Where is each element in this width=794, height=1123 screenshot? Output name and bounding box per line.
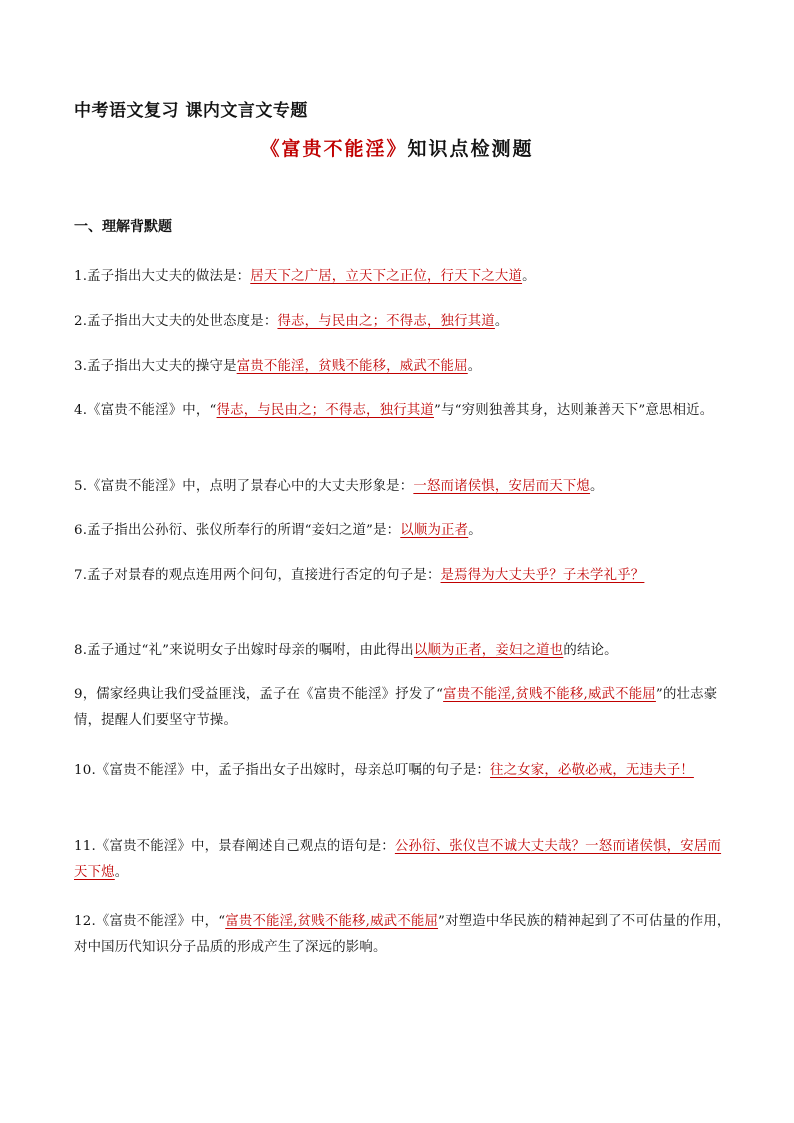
question-text: 3.孟子指出大丈夫的操守是: [74, 359, 237, 374]
question-text: 7.孟子对景春的观点连用两个问句，直接进行否定的句子是：: [74, 568, 441, 583]
question-text: 8.孟子通过“礼”来说明女子出嫁时母亲的嘱咐，由此得出: [74, 643, 414, 658]
question-12: [74, 909, 734, 961]
answer-text: 居天下之广居，立天下之正位，行天下之大道: [250, 269, 523, 284]
question-9: [74, 682, 734, 734]
question-5: [74, 474, 734, 500]
answer-text: 得志，与民由之；不得志，独行其道: [277, 314, 495, 329]
question-tail: 。: [522, 269, 536, 284]
question-4: [74, 398, 734, 424]
answer-text: 往之女家，必敬必戒，无违夫子！: [490, 763, 694, 778]
subheading-title: 《富贵不能淫》: [260, 138, 408, 160]
question-tail: 。: [494, 314, 509, 329]
question-tail: ”对塑造中华民族的精神起到了不可估量的作用，对中国历代知识分子品质的形成产生了深远的影响。: [74, 914, 731, 955]
answer-text: 公孙衍、张仪岂不诚大丈夫哉？一怒而诸侯惧，安居而天下熄: [74, 839, 722, 880]
question-text: 11.《富贵不能淫》中，景春阐述自己观点的语句是：: [74, 839, 395, 854]
question-text: 4.《富贵不能淫》中，“: [74, 403, 217, 418]
answer-text: 一怒而诸侯惧，安居而天下熄: [413, 479, 591, 494]
subheading-suffix: 知识点检测题: [407, 138, 534, 160]
question-tail: 的结论。: [563, 643, 618, 658]
question-2: [74, 309, 734, 335]
question-10: [74, 758, 734, 784]
question-11: [74, 834, 734, 886]
question-text: 12.《富贵不能淫》中，“: [74, 914, 226, 929]
page-subheading: [0, 134, 794, 161]
page-heading: 中考语文复习 课内文言文专题: [74, 101, 308, 121]
answer-text: 富贵不能淫,贫贱不能移,威武不能屈: [443, 687, 656, 702]
answer-text: 富贵不能淫,贫贱不能移,威武不能屈: [225, 914, 439, 929]
question-6: [74, 518, 734, 544]
question-text: 9，儒家经典让我们受益匪浅，孟子在《富贵不能淫》抒发了“: [74, 687, 444, 702]
question-tail: 。: [467, 359, 482, 374]
question-tail: ”的壮志豪情，提醒人们要坚守节操。: [74, 687, 718, 728]
question-text: 10.《富贵不能淫》中，孟子指出女子出嫁时，母亲总叮嘱的句子是：: [74, 763, 491, 778]
question-tail: 。: [114, 865, 129, 880]
answer-text: 以顺为正者: [400, 523, 469, 538]
question-tail: 。: [468, 523, 482, 538]
answer-text: 以顺为正者，妾妇之道也: [413, 643, 564, 658]
question-text: 6.孟子指出公孙衍、张仪所奉行的所谓“妾妇之道”是：: [74, 523, 401, 538]
section-title: 一、理解背默题: [74, 219, 172, 235]
question-8: [74, 638, 734, 664]
answer-text: 得志，与民由之；不得志，独行其道: [216, 403, 434, 418]
question-tail: ”与“穷则独善其身，达则兼善天下”意思相近。: [434, 403, 714, 418]
question-1: [74, 264, 734, 290]
question-7: [74, 563, 734, 589]
question-text: 2.孟子指出大丈夫的处世态度是：: [74, 314, 278, 329]
question-text: 1.孟子指出大丈夫的做法是：: [74, 269, 251, 284]
question-tail: 。: [590, 479, 604, 494]
answer-text: 富贵不能淫，贫贱不能移，威武不能屈: [236, 359, 468, 374]
question-3: [74, 354, 734, 380]
question-text: 5.《富贵不能淫》中，点明了景春心中的大丈夫形象是：: [74, 479, 414, 494]
answer-text: 是焉得为大丈夫乎？子未学礼乎？: [440, 568, 645, 583]
